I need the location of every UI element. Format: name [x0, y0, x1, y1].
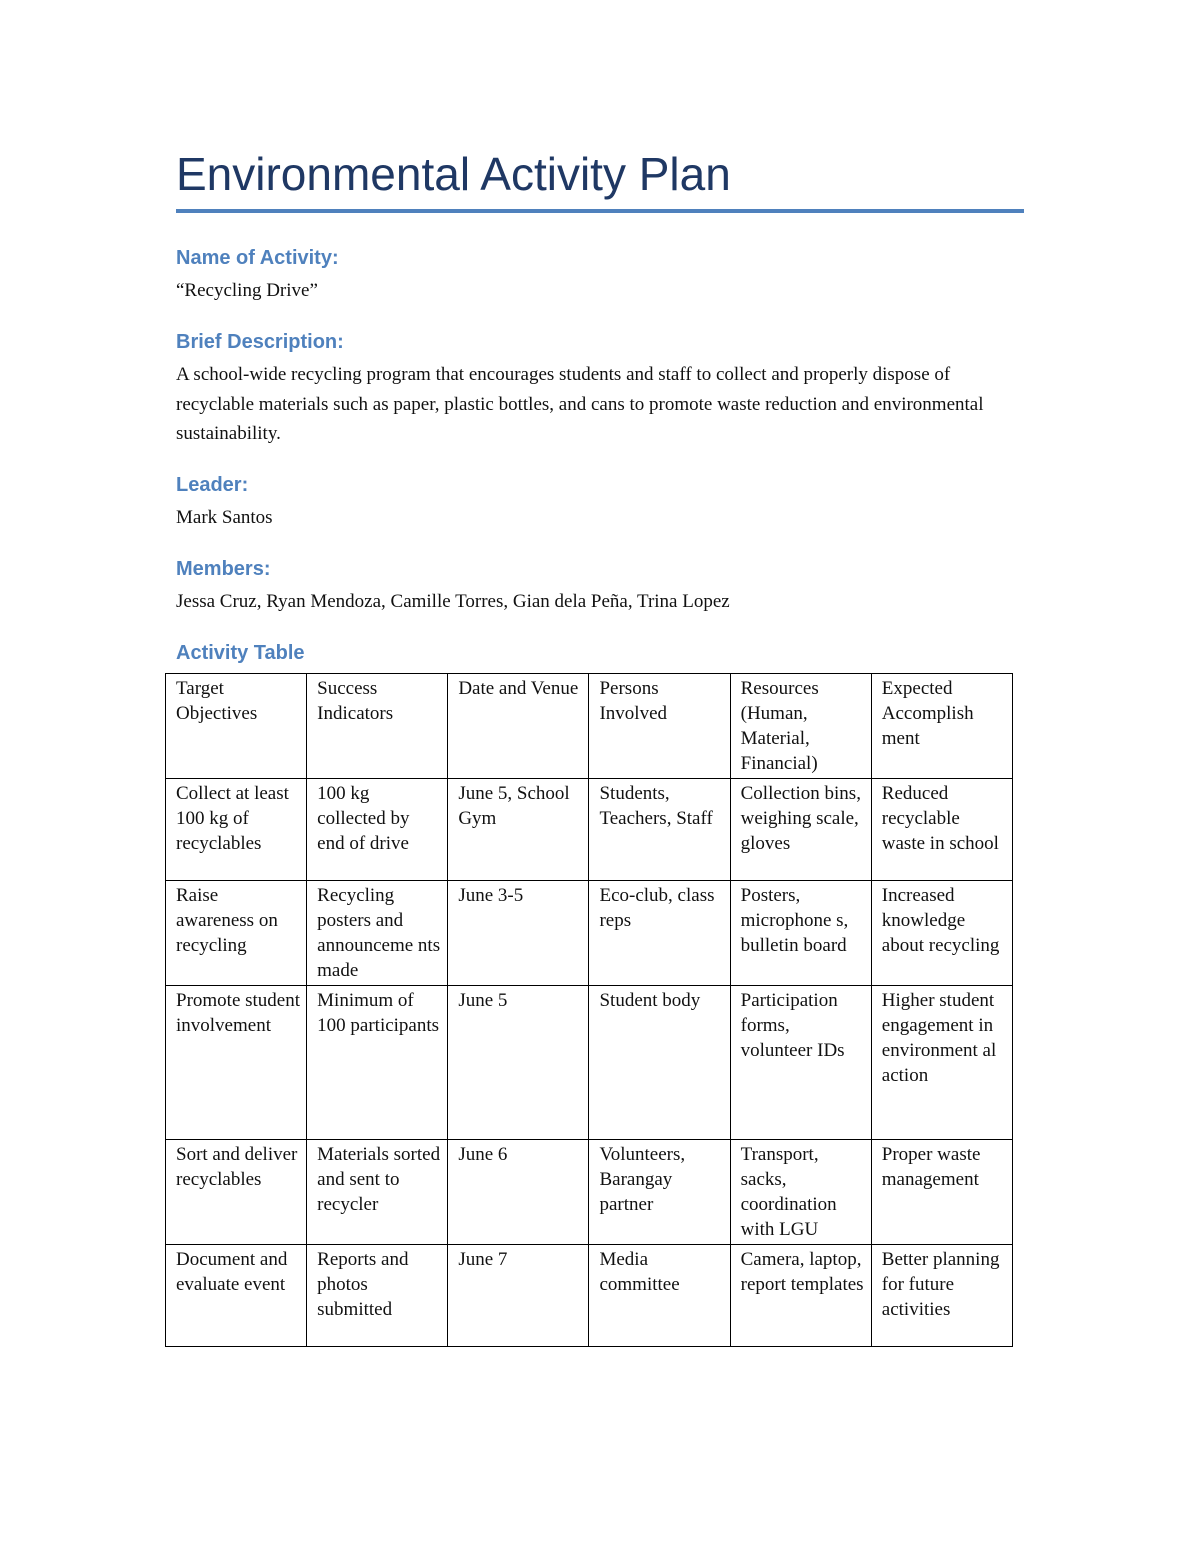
activity-table	[165, 673, 1013, 1347]
table-cell: Higher student engagement in environment al action	[871, 986, 1012, 1140]
table-cell: Eco-club, class reps	[589, 881, 730, 986]
table-row	[166, 986, 1013, 1140]
table-cell: Promote student involvement	[166, 986, 307, 1140]
table-row	[166, 881, 1013, 986]
table-header-row	[166, 674, 1013, 779]
table-cell: Transport, sacks, coordination with LGU	[730, 1140, 871, 1245]
table-cell: Camera, laptop, report templates	[730, 1245, 871, 1347]
section-leader	[176, 471, 1024, 533]
description-text: A school-wide recycling program that encourages students and staff to collect and properly dispose of recyclable materials such as paper, plastic bottles, and cans to promote waste reduction and environmental sustainability.	[176, 364, 984, 444]
table-cell: June 5, School Gym	[448, 779, 589, 881]
members-text: Jessa Cruz, Ryan Mendoza, Camille Torres, Gian dela Peña, Trina Lopez	[176, 591, 730, 612]
header-cell: Resources (Human, Material, Financial)	[730, 674, 871, 779]
table-cell: Materials sorted and sent to recycler	[307, 1140, 448, 1245]
table-cell: Sort and deliver recyclables	[166, 1140, 307, 1245]
description-heading: Brief Description:	[176, 331, 344, 353]
activity-name-heading: Name of Activity:	[176, 247, 339, 269]
leader-heading: Leader:	[176, 474, 249, 496]
activity-name-text: “Recycling Drive”	[176, 280, 318, 301]
table-cell: Participation forms, volunteer IDs	[730, 986, 871, 1140]
table-cell: Increased knowledge about recycling	[871, 881, 1012, 986]
leader-text: Mark Santos	[176, 507, 273, 528]
table-cell: Reduced recyclable waste in school	[871, 779, 1012, 881]
table-row	[166, 1245, 1013, 1347]
table-cell: 100 kg collected by end of drive	[307, 779, 448, 881]
table-cell: Raise awareness on recycling	[166, 881, 307, 986]
header-cell: Success Indicators	[307, 674, 448, 779]
table-cell: June 5	[448, 986, 589, 1140]
table-cell: Collect at least 100 kg of recyclables	[166, 779, 307, 881]
header-cell: Expected Accomplish ment	[871, 674, 1012, 779]
table-cell: June 7	[448, 1245, 589, 1347]
section-description	[176, 328, 1024, 449]
table-cell: Recycling posters and announceme nts made	[307, 881, 448, 986]
table-cell: Media committee	[589, 1245, 730, 1347]
table-cell: Students, Teachers, Staff	[589, 779, 730, 881]
section-activity-table	[176, 639, 1024, 667]
header-cell: Date and Venue	[448, 674, 589, 779]
members-heading: Members:	[176, 558, 271, 580]
table-row	[166, 779, 1013, 881]
table-cell: Minimum of 100 participants	[307, 986, 448, 1140]
table-cell: June 3-5	[448, 881, 589, 986]
header-cell: Target Objectives	[166, 674, 307, 779]
header-cell: Persons Involved	[589, 674, 730, 779]
table-cell: Document and evaluate event	[166, 1245, 307, 1347]
title-underline	[176, 209, 1024, 213]
table-cell: Student body	[589, 986, 730, 1140]
table-cell: Volunteers, Barangay partner	[589, 1140, 730, 1245]
table-row	[166, 1140, 1013, 1245]
table-cell: Reports and photos submitted	[307, 1245, 448, 1347]
section-members	[176, 555, 1024, 617]
section-activity-name	[176, 244, 1024, 306]
table-cell: Collection bins, weighing scale, gloves	[730, 779, 871, 881]
table-cell: June 6	[448, 1140, 589, 1245]
document-title: Environmental Activity Plan	[176, 148, 731, 200]
table-cell: Better planning for future activities	[871, 1245, 1012, 1347]
table-cell: Posters, microphone s, bulletin board	[730, 881, 871, 986]
table-cell: Proper waste management	[871, 1140, 1012, 1245]
activity-table-heading: Activity Table	[176, 642, 305, 664]
